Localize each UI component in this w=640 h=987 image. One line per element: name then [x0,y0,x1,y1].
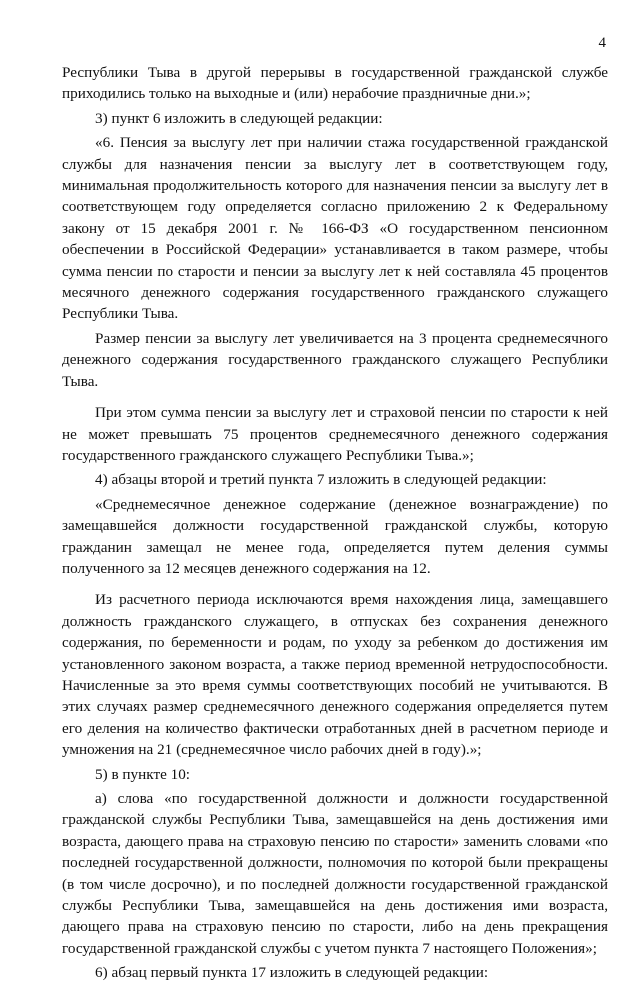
paragraph-pension-increase: Размер пенсии за выслугу лет увеличивается на 3 процента среднемесячного денежного содержания государственного гражданского служащего Республики Тыва. [62,329,608,390]
paragraph-average-salary: «Среднемесячное денежное содержание (денежное вознаграждение) по замещавшейся должности государственной гражданской службы, которую гражданин замещал не менее года, определяется путем деления суммы полученного за 12 месяцев денежного содержания на 12. [62,495,608,577]
document-body [62,62,608,987]
paragraph-calculation-period: Из расчетного периода исключаются время нахождения лица, замещавшего должность гражданского служащего, в отпусках без сохранения денежного содержания, по беременности и родам, по уходу за ребенком до достижения им установленного законом возраста, а также период временной нетрудоспособности. Начисленные за это время суммы соответствующих пособий не учитываются. В этих случаях размер среднемесячного денежного содержания определяется путем его деления на количество фактически отработанных дней в расчетном периоде и умножения на 21 (среднемесячное число рабочих дней в году).»; [62,591,608,759]
page-number: 4 [598,35,606,51]
paragraph-point-6-text: «6. Пенсия за выслугу лет при наличии стажа государственной гражданской службы для назначения пенсии за выслугу лет в соответствующем году, минимальная продолжительность которого для назначения пенсии за выслугу лет в соответствующем году определяется согласно приложению 2 к Федеральному закону от 15 декабря 2001 г. № 166-ФЗ «О государственном пенсионном обеспечении в Российской Федерации» устанавливается в таком размере, чтобы сумма пенсии по старости и пенсии за выслугу лет к ней составляла 45 процентов месячного денежного содержания государственного гражданского служащего Республики Тыва. [62,134,608,323]
paragraph-item-5a: а) слова «по государственной должности и должности государственной гражданской службы Республики Тыва, замещавшейся на день достижения ими возраста, дающего права на страховую пенсию по старости» заменить словами «по последней государственной должности, полномочия по которой были прекращены (в том числе досрочно), и по последней должности государственной гражданской службы Республики Тыва, замещавшейся на день достижения ими возраста, дающего права на страховую пенсию по старости, либо на день прекращения государственной гражданской службы с учетом пункта 7 настоящего Положения»; [62,790,608,957]
paragraph-item-4: 4) абзацы второй и третий пункта 7 изложить в следующей редакции: [95,471,547,489]
paragraph-continuation: Республики Тыва в другой перерывы в государственной гражданской службе приходились только на выходные и (или) нерабочие праздничные дни.»; [62,64,608,103]
paragraph-pension-limit: При этом сумма пенсии за выслугу лет и страховой пенсии по старости к ней не может превышать 75 процентов среднемесячного денежного содержания государственного гражданского служащего Республики Тыва.»; [62,404,608,464]
paragraph-item-5: 5) в пункте 10: [95,765,191,783]
paragraph-item-6: 6) абзац первый пункта 17 изложить в следующей редакции: [95,964,489,982]
paragraph-item-3: 3) пункт 6 изложить в следующей редакции: [95,109,383,127]
